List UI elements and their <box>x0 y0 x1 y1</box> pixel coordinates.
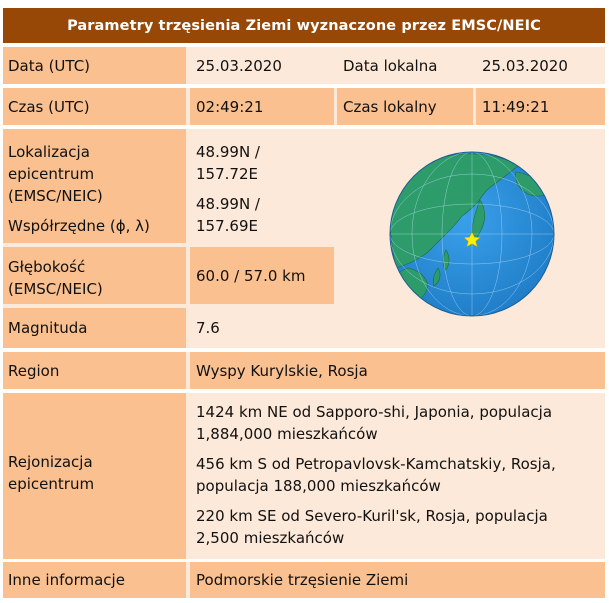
coord-neic-lat: 48.99N / <box>196 195 260 213</box>
label-local-time: Czas lokalny <box>337 88 473 125</box>
list-item: 1424 km NE od Sapporo-shi, Japonia, populacja 1,884,000 mieszkańców <box>196 403 553 443</box>
value-region: Wyspy Kurylskie, Rosja <box>190 352 605 389</box>
list-item: 220 km SE od Severo-Kuril'sk, Rosja, populacja 2,500 mieszkańców <box>196 507 548 547</box>
value-other-info: Podmorskie trzęsienie Ziemi <box>190 562 605 598</box>
label-magnitude: Magnituda <box>3 308 186 348</box>
row-date <box>3 47 605 84</box>
label-region: Region <box>3 352 186 389</box>
label-coordinates: Współrzędne (ɸ, λ) <box>8 217 150 235</box>
coord-emsc-lon: 157.72E <box>196 165 258 183</box>
value-date-utc: 25.03.2020 <box>196 56 282 75</box>
label-other-info: Inne informacje <box>3 562 186 598</box>
value-magnitude: 7.6 <box>190 308 334 348</box>
coord-emsc-lat: 48.99N / <box>196 143 260 161</box>
row-regionalization <box>3 393 605 559</box>
value-coordinates <box>190 129 334 243</box>
earthquake-parameters-table <box>3 2 606 598</box>
value-regionalization <box>190 393 605 559</box>
label-local-date: Data lokalna <box>343 56 438 75</box>
globe-map-icon <box>388 150 556 318</box>
value-depth: 60.0 / 57.0 km <box>190 247 334 304</box>
label-date-utc: Data (UTC) <box>3 47 186 84</box>
row-region <box>3 352 605 389</box>
list-item: 456 km S od Petropavlovsk-Kamchatskiy, Rosja, populacja 188,000 mieszkańców <box>196 455 556 495</box>
label-depth: Głębokość (EMSC/NEIC) <box>3 247 186 304</box>
label-time-utc: Czas (UTC) <box>3 88 186 125</box>
coord-neic-lon: 157.69E <box>196 217 258 235</box>
label-regionalization: Rejonizacja epicentrum <box>3 393 186 559</box>
value-local-time: 11:49:21 <box>476 88 605 125</box>
row-time <box>3 88 605 125</box>
value-local-date: 25.03.2020 <box>482 56 568 75</box>
table-title: Parametry trzęsienia Ziemi wyznaczone przez EMSC/NEIC <box>3 8 605 43</box>
row-other-info <box>3 562 605 598</box>
value-time-utc: 02:49:21 <box>190 88 334 125</box>
label-epicenter-location: Lokalizacja epicentrum (EMSC/NEIC) Współrzędne (ɸ, λ) <box>3 129 186 243</box>
